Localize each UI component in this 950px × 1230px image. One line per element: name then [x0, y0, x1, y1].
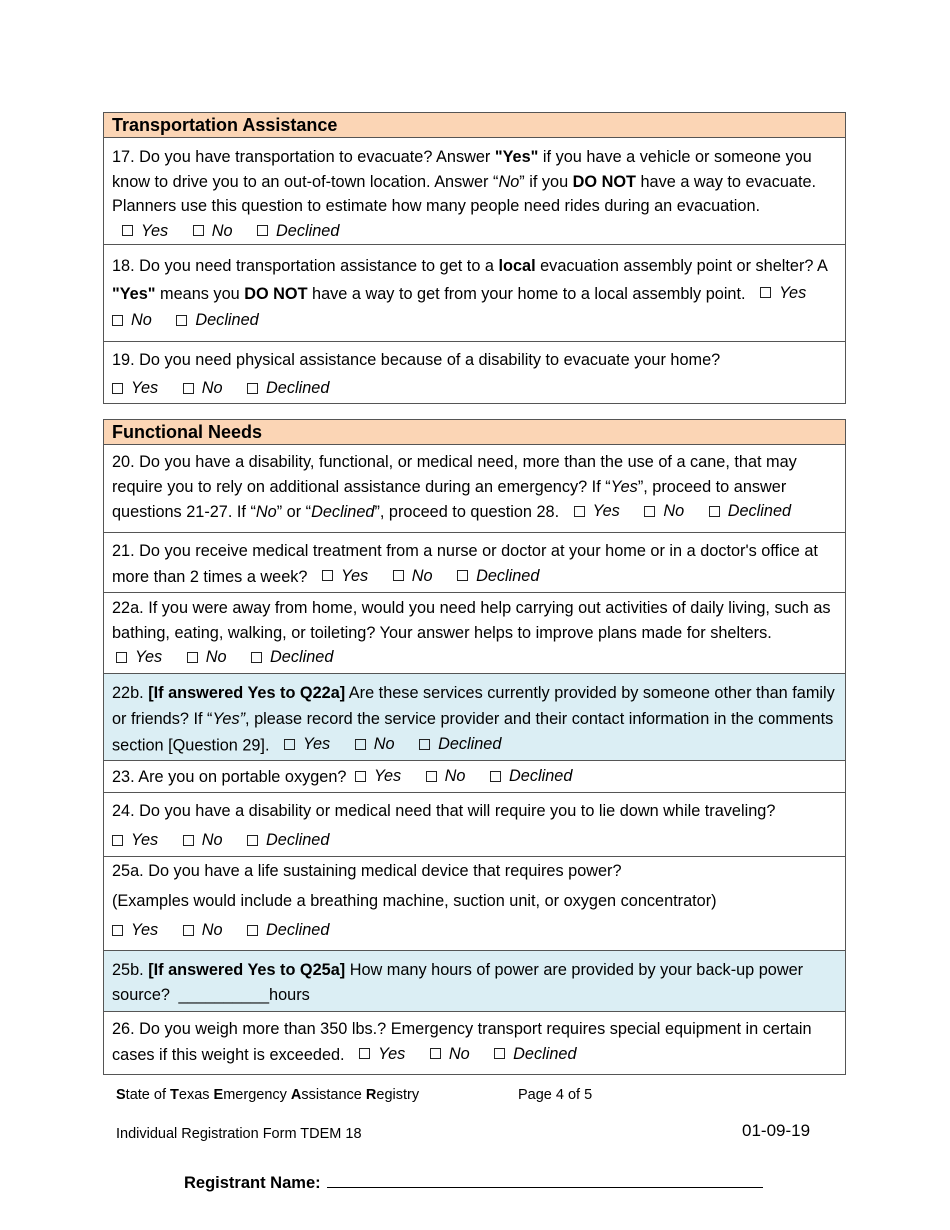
q19-yes[interactable]: Yes: [112, 374, 158, 402]
checkbox-icon[interactable]: [709, 506, 720, 517]
q26-options: [349, 1045, 596, 1063]
q22a-options: [112, 649, 353, 667]
q20-declined[interactable]: Declined: [709, 499, 791, 524]
q22a-declined[interactable]: Declined: [251, 645, 333, 670]
checkbox-icon[interactable]: [284, 739, 295, 750]
question-25a: 25a. Do you have a life sustaining medical device that requires power? (Examples would include a breathing machine, suction unit, or oxygen concentrator) Yes No Declined: [104, 857, 845, 951]
checkbox-icon[interactable]: [183, 925, 194, 936]
footer-page-number: Page 4 of 5: [518, 1087, 593, 1103]
q21-no[interactable]: No: [393, 564, 433, 589]
q24-declined[interactable]: Declined: [247, 826, 329, 855]
question-22b: 22b. [If answered Yes to Q22a] Are these services currently provided by someone other than family or friends? If “Yes”, please record the service provider and their contact information in the comments section [Question 29]. Yes No Declined: [104, 674, 845, 761]
q22a-yes[interactable]: Yes: [116, 645, 162, 670]
q18-yes[interactable]: Yes: [760, 280, 806, 307]
question-25b: 25b. [If answered Yes to Q25a] How many hours of power are provided by your back-up power source? __________hours: [104, 951, 845, 1012]
q20-yes[interactable]: Yes: [574, 499, 620, 524]
checkbox-icon[interactable]: [322, 570, 333, 581]
q26-no[interactable]: No: [430, 1042, 470, 1067]
checkbox-icon[interactable]: [393, 570, 404, 581]
checkbox-icon[interactable]: [251, 652, 262, 663]
checkbox-icon[interactable]: [193, 225, 204, 236]
registrant-name-field[interactable]: [327, 1170, 763, 1188]
registrant-name-label: Registrant Name:: [184, 1174, 321, 1192]
footer-date: 01-09-19: [742, 1121, 811, 1140]
q23-no[interactable]: No: [426, 764, 466, 789]
q26-declined[interactable]: Declined: [494, 1042, 576, 1067]
checkbox-icon[interactable]: [112, 835, 123, 846]
checkbox-icon[interactable]: [247, 835, 258, 846]
checkbox-icon[interactable]: [355, 771, 366, 782]
checkbox-icon[interactable]: [183, 835, 194, 846]
checkbox-icon[interactable]: [247, 925, 258, 936]
q22b-options: [274, 736, 521, 754]
question-26: 26. Do you weigh more than 350 lbs.? Emergency transport requires special equipment in certain cases if this weight is exceeded. Yes No Declined: [104, 1012, 845, 1074]
q20-options: [564, 503, 811, 521]
q21-options: [312, 567, 559, 585]
checkbox-icon[interactable]: [187, 652, 198, 663]
checkbox-icon[interactable]: [112, 383, 123, 394]
footer-form-name: Individual Registration Form TDEM 18: [116, 1126, 362, 1142]
checkbox-icon[interactable]: [257, 225, 268, 236]
checkbox-icon[interactable]: [490, 771, 501, 782]
q22b-no[interactable]: No: [355, 732, 395, 758]
q19-no[interactable]: No: [183, 374, 223, 402]
q22b-yes[interactable]: Yes: [284, 732, 330, 758]
transportation-section: [103, 112, 846, 404]
checkbox-icon[interactable]: [760, 287, 771, 298]
checkbox-icon[interactable]: [112, 925, 123, 936]
q18-no[interactable]: No: [112, 307, 152, 334]
q22b-declined[interactable]: Declined: [419, 732, 501, 758]
checkbox-icon[interactable]: [644, 506, 655, 517]
checkbox-icon[interactable]: [430, 1048, 441, 1059]
q24-no[interactable]: No: [183, 826, 223, 855]
question-17: 17. Do you have transportation to evacuate? Answer "Yes" if you have a vehicle or someone you know to drive you to an out-of-town location. Answer “No” if you DO NOT have a way to evacuate. Planners use this question to estimate how many people need rides during an evacuation. Yes No Declined: [104, 138, 845, 245]
q24-yes[interactable]: Yes: [112, 826, 158, 855]
q25a-yes[interactable]: Yes: [112, 916, 158, 946]
q17-no[interactable]: No: [193, 219, 233, 244]
q19-declined[interactable]: Declined: [247, 374, 329, 402]
functional-needs-section: [103, 419, 846, 1075]
q25a-options: [112, 922, 349, 940]
checkbox-icon[interactable]: [494, 1048, 505, 1059]
q23-options: [351, 768, 592, 786]
q22a-no[interactable]: No: [187, 645, 227, 670]
q17-declined[interactable]: Declined: [257, 219, 339, 244]
question-21: 21. Do you receive medical treatment from a nurse or doctor at your home or in a doctor's office at more than 2 times a week? Yes No Declined: [104, 533, 845, 593]
checkbox-icon[interactable]: [355, 739, 366, 750]
question-22a: 22a. If you were away from home, would you need help carrying out activities of daily living, such as bathing, eating, walking, or toileting? Your answer helps to improve plans made for shelters. Yes No Declined: [104, 593, 845, 674]
checkbox-icon[interactable]: [574, 506, 585, 517]
q20-no[interactable]: No: [644, 499, 684, 524]
checkbox-icon[interactable]: [247, 383, 258, 394]
question-18: 18. Do you need transportation assistance to get to a local evacuation assembly point or shelter? A "Yes" means you DO NOT have a way to get from your home to a local assembly point. Yes No Declined: [104, 245, 845, 342]
q25a-no[interactable]: No: [183, 916, 223, 946]
hours-input[interactable]: __________: [178, 985, 270, 1004]
checkbox-icon[interactable]: [359, 1048, 370, 1059]
q19-options: [112, 380, 349, 398]
question-23: 23. Are you on portable oxygen? Yes No Declined: [104, 761, 845, 793]
hours-unit: hours: [269, 985, 310, 1004]
q23-yes[interactable]: Yes: [355, 764, 401, 789]
checkbox-icon[interactable]: [419, 739, 430, 750]
checkbox-icon[interactable]: [457, 570, 468, 581]
q24-options: [112, 832, 349, 850]
question-19: 19. Do you need physical assistance because of a disability to evacuate your home? Yes No Declined: [104, 342, 845, 403]
q26-yes[interactable]: Yes: [359, 1042, 405, 1067]
question-24: 24. Do you have a disability or medical need that will require you to lie down while traveling? Yes No Declined: [104, 793, 845, 857]
footer-registry-name: State of Texas Emergency Assistance Registry: [116, 1087, 420, 1103]
registrant-name-row: [184, 1170, 763, 1193]
q21-declined[interactable]: Declined: [457, 564, 539, 589]
functional-needs-header: Functional Needs: [104, 420, 845, 445]
question-20: 20. Do you have a disability, functional, or medical need, more than the use of a cane, that may require you to rely on additional assistance during an emergency? If “Yes”, proceed to answer questions 21-27. If “No” or “Declined”, proceed to question 28. Yes No Declined: [104, 445, 845, 533]
checkbox-icon[interactable]: [426, 771, 437, 782]
q23-declined[interactable]: Declined: [490, 764, 572, 789]
checkbox-icon[interactable]: [122, 225, 133, 236]
q18-declined[interactable]: Declined: [176, 307, 258, 334]
checkbox-icon[interactable]: [116, 652, 127, 663]
checkbox-icon[interactable]: [176, 315, 187, 326]
transportation-header: Transportation Assistance: [104, 113, 845, 138]
checkbox-icon[interactable]: [112, 315, 123, 326]
checkbox-icon[interactable]: [183, 383, 194, 394]
q17-yes[interactable]: Yes: [122, 219, 168, 244]
q21-yes[interactable]: Yes: [322, 564, 368, 589]
q17-options: [112, 222, 359, 240]
q25a-declined[interactable]: Declined: [247, 916, 329, 946]
